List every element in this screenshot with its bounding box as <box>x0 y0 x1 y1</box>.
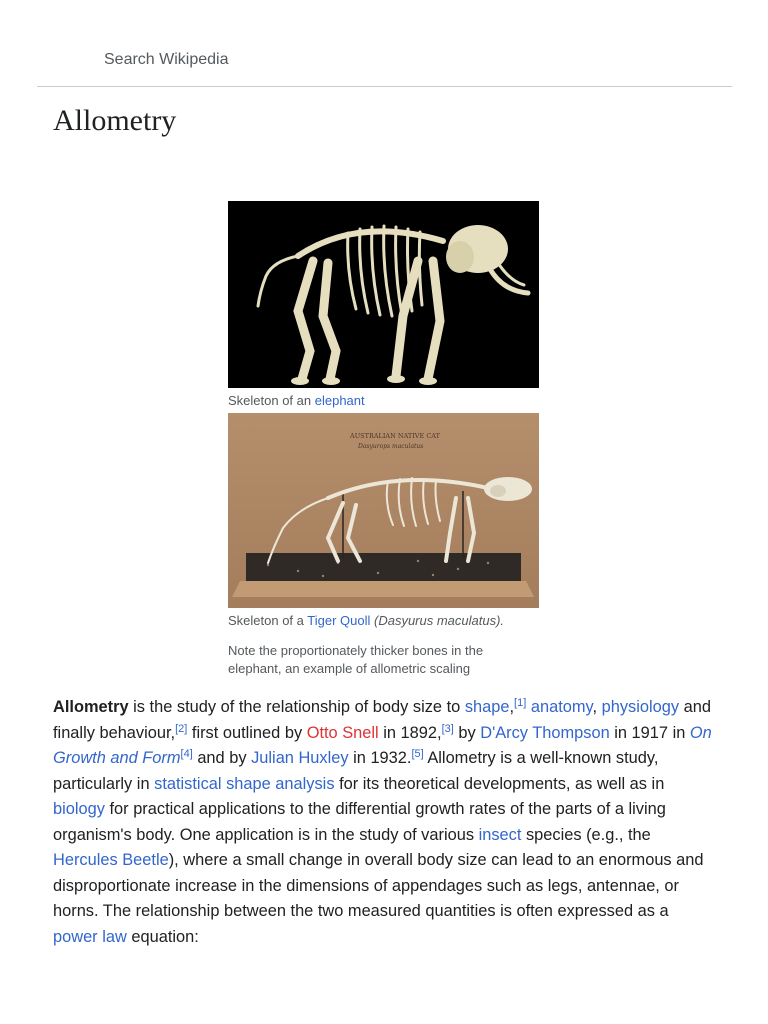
link-statistical-shape-analysis[interactable]: statistical shape analysis <box>154 774 335 793</box>
link-shape[interactable]: shape <box>464 698 510 716</box>
link-biology[interactable]: biology <box>53 800 105 818</box>
caption-text: Skeleton of a <box>228 613 308 628</box>
text: first outlined by <box>187 723 307 742</box>
link-on-growth-and-form[interactable]: On Growth and Form <box>53 723 712 767</box>
link-power-law[interactable]: power law <box>53 927 127 946</box>
link-insect[interactable]: insect <box>478 825 522 844</box>
lead-paragraph <box>53 695 715 950</box>
elephant-link[interactable]: elephant <box>314 393 365 408</box>
caption-text: Skeleton of an <box>228 393 315 408</box>
figure-elephant <box>228 201 539 410</box>
figure-note: Note the proportionately thicker bones in the elephant, an example of allometric scaling <box>228 643 484 676</box>
text: by <box>453 723 481 742</box>
ref-link[interactable]: [2] <box>175 722 188 735</box>
text: in 1932. <box>348 749 412 767</box>
plaque-subtitle: Dasyurops maculatus <box>358 443 424 450</box>
link-anatomy[interactable]: anatomy <box>530 698 593 716</box>
link-physiology[interactable]: physiology <box>601 698 680 716</box>
figure-tiger-quoll <box>228 413 539 678</box>
text: is the study of the relationship of body size to <box>128 698 465 716</box>
text: and finally behaviour, <box>53 698 711 742</box>
ref-1[interactable] <box>514 697 526 709</box>
link-darcy-thompson[interactable]: D'Arcy Thompson <box>480 723 610 742</box>
figure-tiger-quoll-caption <box>228 612 539 630</box>
elephant-skeleton-image[interactable] <box>228 201 539 388</box>
text: species (e.g., the <box>521 825 651 844</box>
ref-5[interactable] <box>411 748 423 760</box>
text: , <box>509 698 515 716</box>
caption-species: (Dasyurus maculatus). <box>374 613 505 628</box>
text: equation: <box>126 927 199 946</box>
ref-link[interactable]: [3] <box>441 722 454 735</box>
text: Allometry is a well-known study, particularly in <box>53 749 659 793</box>
text: and by <box>192 749 252 767</box>
text: , <box>592 698 602 716</box>
text: in 1892, <box>378 723 442 742</box>
link-otto-snell[interactable]: Otto Snell <box>306 723 379 742</box>
text: for practical applications to the differential growth rates of the parts of a living organism's body. One application is in the study of various <box>53 800 666 844</box>
tiger-quoll-skeleton-image[interactable] <box>228 413 539 608</box>
page-title: Allometry <box>53 104 177 137</box>
ref-link[interactable]: [1] <box>514 697 527 709</box>
figure-elephant-caption <box>228 392 539 410</box>
ref-link[interactable]: [5] <box>411 748 424 760</box>
plaque-title: AUSTRALIAN NATIVE CAT <box>350 432 440 440</box>
link-hercules-beetle[interactable]: Hercules Beetle <box>53 851 169 869</box>
search-placeholder[interactable]: Search Wikipedia <box>104 51 229 68</box>
tiger-quoll-link[interactable]: Tiger Quoll <box>307 613 371 628</box>
text: ), where a small change in overall body size can lead to an enormous and disproportionate increase in the dimensions of appendages such as legs, antennae, or horns. The relationship between the two measured quantities is often expressed as a <box>53 851 704 920</box>
text: for its theoretical developments, as well as in <box>334 774 665 793</box>
ref-3[interactable] <box>442 723 454 735</box>
bold-term: Allometry <box>53 698 129 716</box>
text: in 1917 in <box>609 723 690 742</box>
link-julian-huxley[interactable]: Julian Huxley <box>251 749 349 767</box>
ref-link[interactable]: [4] <box>180 748 193 760</box>
search-bar[interactable] <box>37 40 732 87</box>
ref-2[interactable] <box>175 723 187 735</box>
ref-4[interactable] <box>181 748 193 760</box>
